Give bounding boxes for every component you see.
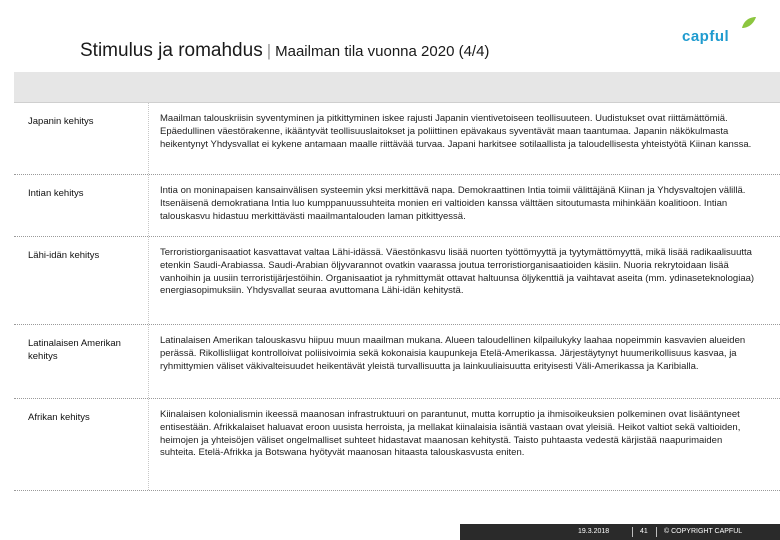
footer-page-number: 41: [640, 528, 648, 535]
row-label: Japanin kehitys: [28, 116, 94, 127]
capful-leaf-icon: [740, 16, 758, 30]
title-subtitle: Maailman tila vuonna 2020 (4/4): [275, 43, 490, 60]
footer-divider: [656, 527, 657, 537]
table-row-india: [14, 175, 780, 237]
capful-logo: [680, 16, 760, 46]
table-row-africa: [14, 399, 780, 491]
row-text: Latinalaisen Amerikan talouskasvu hiipuu muun maailman mukana. Alueen taloudellinen kilpailukyky laahaa nopeimmin kasvavien alueiden perässä. Rikollisliigat kontrolloivat poliisivoimia sekä kokonaisia kaupunkeja Etelä-Amerikassa. Järjestäytynyt huumerikollisuus kasvaa, ja ryhmittymien väliset väkivalteisuudet heikentävät yleistä turvallisuutta ja lainkuuliaisuutta erityisesti Väli-Amerikassa ja Karibialla.: [160, 335, 746, 372]
slide-title: [80, 40, 489, 62]
title-separator: |: [266, 41, 272, 60]
row-label: Latinalaisen Amerikan kehitys: [28, 338, 121, 362]
slide-footer: [0, 524, 780, 540]
row-divider: [148, 399, 149, 490]
slide-header: [0, 0, 780, 70]
row-text: Intia on moninapaisen kansainvälisen systeemin yksi merkittävä napa. Demokraattinen Intia toimii välittäjänä Kiinan ja Yhdysvaltojen välillä. Itsenäisenä demokratiana Intia luo kumppanuussuhteita monien eri valtioiden kanssa välttäen sitoutumasta mihinkään koalitioon. Intian talouskasvu hidastuu merkittävästi maailmantalouden laman pitkittyessä.: [160, 185, 746, 222]
row-divider: [148, 175, 149, 236]
logo-wordmark: capful: [682, 28, 730, 45]
row-text: Terroristiorganisaatiot kasvattavat valtaa Lähi-idässä. Väestönkasvu lisää nuorten työttömyyttä ja tyytymättömyyttä, mikä lisää radikaalisuutta etenkin Saudi-Arabiassa. Saudi-Arabian öljyvarannot ovatkin vaarassa joutua terroristiorganisaatioiden käsiin. Nuoria rekrytoidaan lisää vanhoihin ja uusiin terroristijärjestöihin. Organisaatiot ja ryhmittymät ottavat haltuunsa öljykenttiä ja vaihtavat aseita (mm. ydinaseteknologiaa) energiasopimuksiin. Yhdysvallat seuraa avuttomana Lähi-idän kehitystä.: [160, 247, 755, 297]
footer-divider: [632, 527, 633, 537]
table-row-latin-america: [14, 325, 780, 399]
scenario-table: [14, 102, 780, 491]
row-divider: [148, 325, 149, 398]
row-divider: [148, 103, 149, 174]
table-row-japan: [14, 102, 780, 175]
row-label: Intian kehitys: [28, 188, 84, 199]
row-text: Kiinalaisen kolonialismin ikeessä maanosan infrastruktuuri on parantunut, mutta korruptio ja ihmisoikeuksien polkeminen ovat lisääntyneet entisestään. Afrikkalaiset haluavat eroon uusista herroista, ja mellakat kiinalaisia isäntiä vastaan ovat yleisiä. Heikot valtiot sekä valtioiden, heimojen ja yhteisöjen väliset ongelmalliset suhteet hidastavat maanosan kehitystä. Taisto puhtaasta vedestä kärjistää naapurimaiden suhteita. Etelä-Afrikka ja Botswana hyötyvät maanosan hitaasta talouskasvusta eniten.: [160, 409, 741, 459]
table-row-middle-east: [14, 237, 780, 325]
row-label: Lähi-idän kehitys: [28, 250, 100, 261]
footer-copyright: © COPYRIGHT CAPFUL: [664, 528, 743, 535]
row-divider: [148, 237, 149, 324]
title-main: Stimulus ja romahdus: [80, 40, 263, 61]
row-text: Maailman talouskriisin syventyminen ja pitkittyminen iskee rajusti Japanin vientivetoiseen teollisuuteen. Uudistukset ovat riittämättömiä. Epäedullinen väestörakenne, ikääntyvät teollisuuslaitokset ja poliittinen epävakaus syventävät maan taantumaa. Japanin näkökulmasta heikentynyt Yhdysvallat ei kykene antamaan maalle riittävää turvaa. Japani harkitsee sotilaallista ja taloudellisesta yhteistyötä Kiinan kanssa.: [160, 113, 752, 150]
header-band: [14, 72, 780, 102]
footer-date: 19.3.2018: [578, 528, 610, 535]
row-label: Afrikan kehitys: [28, 412, 90, 423]
